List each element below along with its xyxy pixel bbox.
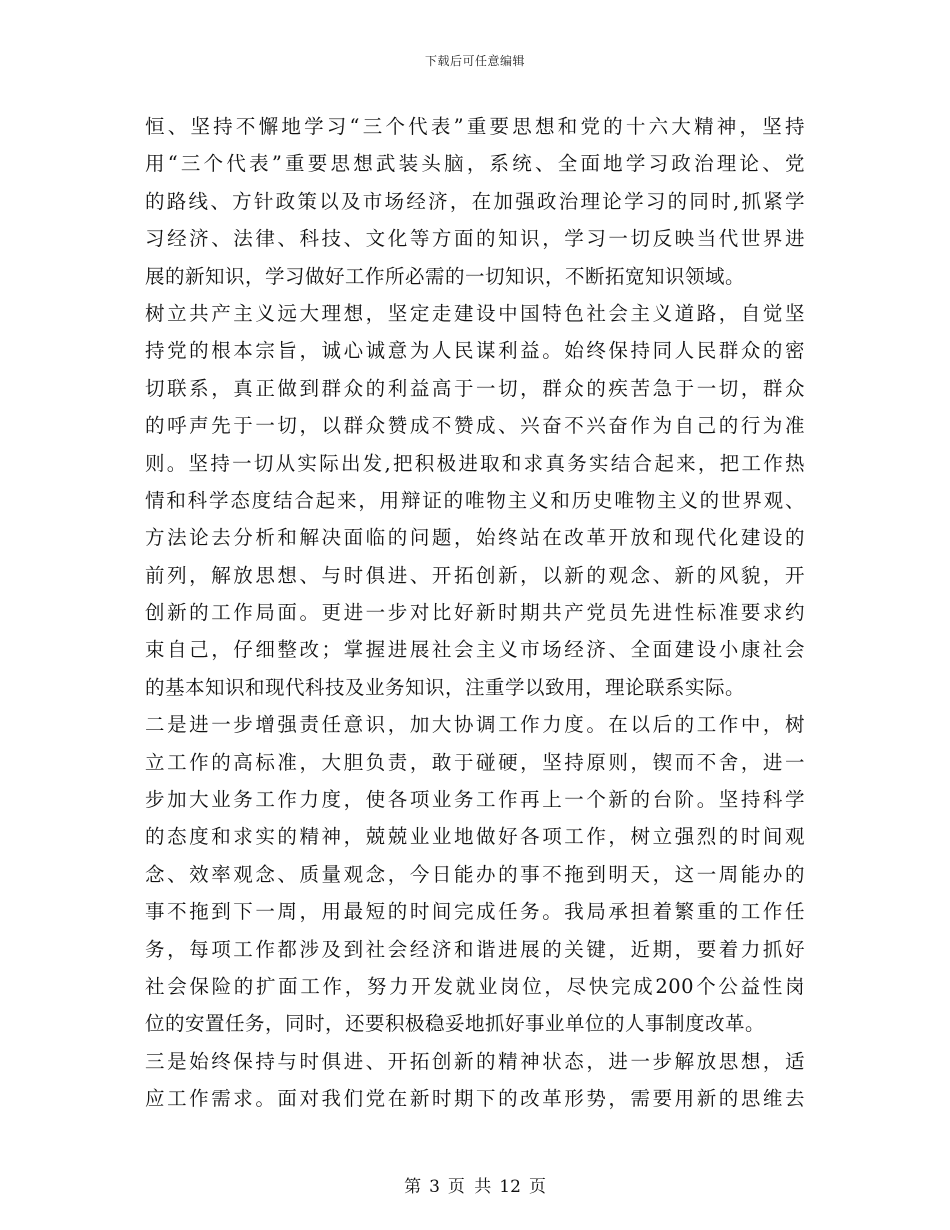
text-line: 念、效率观念、质量观念，今日能办的事不拖到明天，这一周能办的 bbox=[145, 862, 805, 886]
text-line: 创新的工作局面。更进一步对比好新时期共产党员先进性标准要求约 bbox=[145, 601, 805, 625]
page-number-footer bbox=[0, 1172, 950, 1197]
text-line: 三是始终保持与时俱进、开拓创新的精神状态，进一步解放思想，适 bbox=[145, 1049, 805, 1073]
text-line: 持党的根本宗旨，诚心诚意为人民谋利益。始终保持同人民群众的密 bbox=[145, 339, 805, 363]
text-line: 的基本知识和现代科技及业务知识，注重学以致用，理论联系实际。 bbox=[145, 675, 746, 699]
text-line: 情和科学态度结合起来，用辩证的唯物主义和历史唯物主义的世界观、 bbox=[145, 488, 805, 512]
text-line: 前列，解放思想、与时俱进、开拓创新，以新的观念、新的风貌，开 bbox=[145, 563, 805, 587]
current-page-number: 3 bbox=[429, 1177, 440, 1197]
text-line: 束自己，仔细整改；掌握进展社会主义市场经济、全面建设小康社会 bbox=[145, 638, 805, 662]
text-line: 树立共产主义远大理想，坚定走建设中国特色社会主义道路，自觉坚 bbox=[145, 301, 805, 325]
text-line: 展的新知识，学习做好工作所必需的一切知识，不断拓宽知识领域。 bbox=[145, 264, 746, 288]
text-line: 立工作的高标准，大胆负责，敢于碰硬，坚持原则，锲而不舍，进一 bbox=[145, 750, 805, 774]
header-note: 下载后可任意编辑 bbox=[424, 54, 525, 68]
footer-middle: 页 共 bbox=[447, 1177, 492, 1197]
text-line: 的态度和求实的精神，兢兢业业地做好各项工作，树立强烈的时间观 bbox=[145, 825, 805, 849]
text-line: 二是进一步增强责任意识，加大协调工作力度。在以后的工作中，树 bbox=[145, 713, 805, 737]
text-line: 恒、坚持不懈地学习“三个代表”重要思想和党的十六大精神，坚持 bbox=[145, 115, 805, 138]
document-body bbox=[145, 108, 805, 1118]
text-line: 方法论去分析和解决面临的问题，始终站在改革开放和现代化建设的 bbox=[145, 526, 805, 550]
text-line: 应工作需求。面对我们党在新时期下的改革形势，需要用新的思维去 bbox=[145, 1087, 805, 1111]
text-line: 用“三个代表”重要思想武装头脑，系统、全面地学习政治理论、党 bbox=[145, 152, 805, 176]
total-pages-number: 12 bbox=[499, 1177, 521, 1197]
footer-prefix: 第 bbox=[404, 1177, 422, 1197]
text-line: 切联系，真正做到群众的利益高于一切，群众的疾苦急于一切，群众 bbox=[145, 376, 805, 400]
text-line: 位的安置任务，同时，还要积极稳妥地抓好事业单位的人事制度改革。 bbox=[145, 1012, 766, 1036]
text-line: 习经济、法律、科技、文化等方面的知识，学习一切反映当代世界进 bbox=[145, 227, 805, 251]
text-line: 社会保险的扩面工作，努力开发就业岗位，尽快完成200个公益性岗 bbox=[145, 974, 805, 998]
text-line: 的呼声先于一切，以群众赞成不赞成、兴奋不兴奋作为自己的行为准 bbox=[145, 414, 805, 438]
text-line: 事不拖到下一周，用最短的时间完成任务。我局承担着繁重的工作任 bbox=[145, 900, 805, 924]
text-line: 的路线、方针政策以及市场经济，在加强政治理论学习的同时,抓紧学 bbox=[145, 189, 805, 213]
text-line: 则。坚持一切从实际出发,把积极进取和求真务实结合起来，把工作热 bbox=[145, 451, 805, 475]
footer-suffix: 页 bbox=[528, 1177, 546, 1197]
text-line: 步加大业务工作力度，使各项业务工作再上一个新的台阶。坚持科学 bbox=[145, 788, 805, 812]
text-line: 务，每项工作都涉及到社会经济和谐进展的关键，近期，要着力抓好 bbox=[145, 937, 805, 961]
